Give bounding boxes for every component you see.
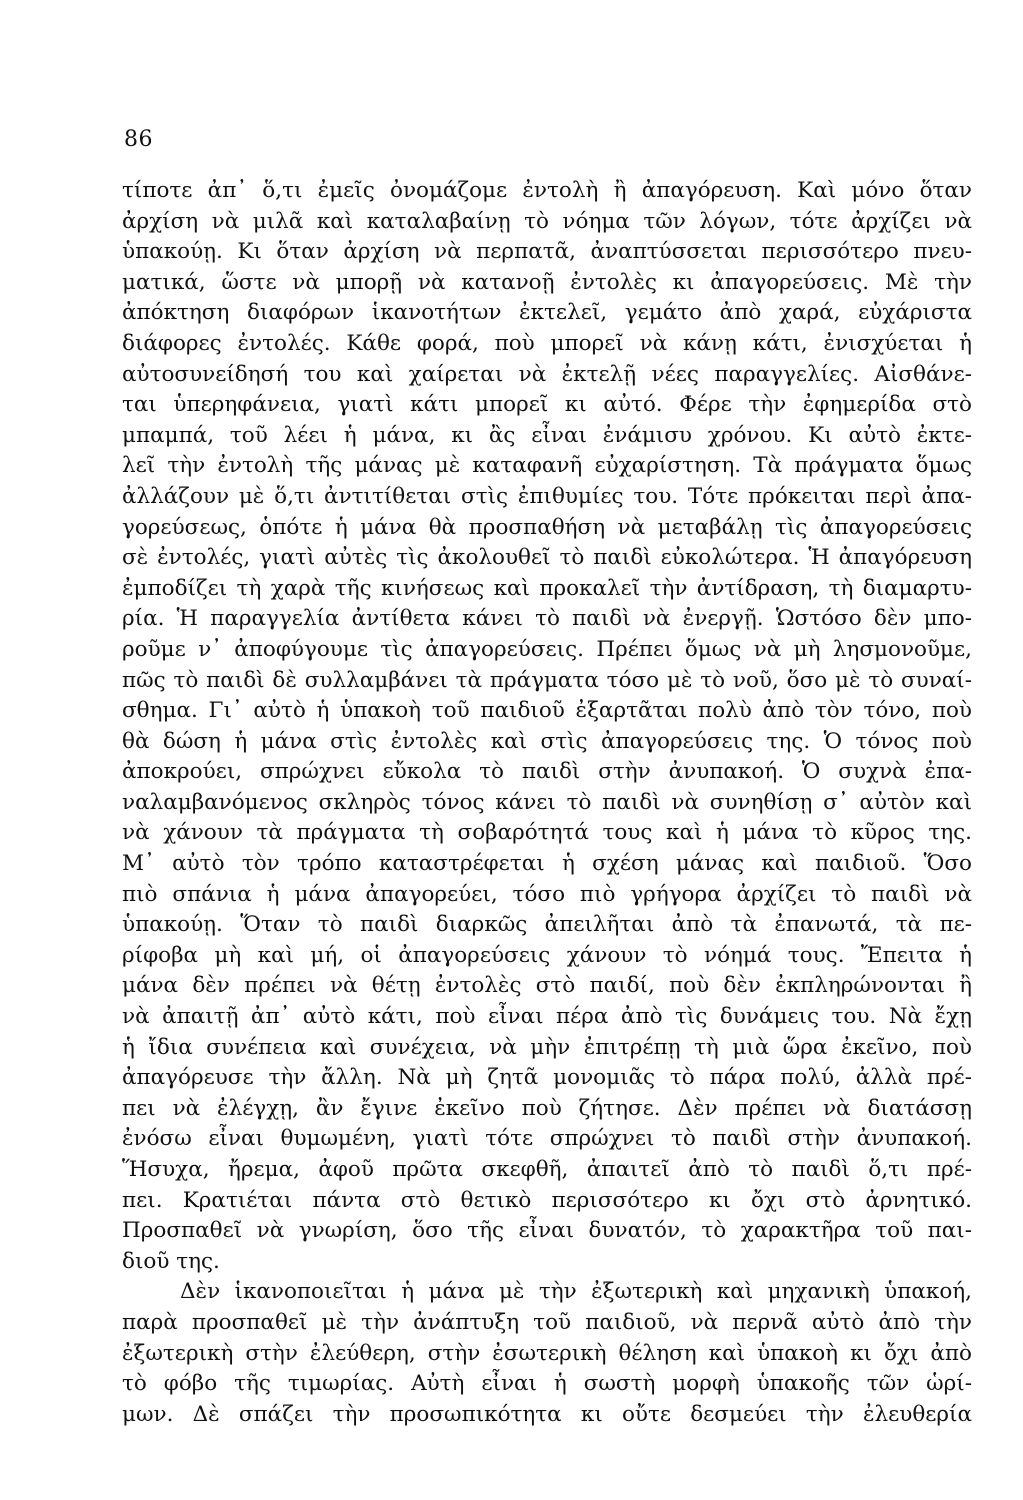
text-line: θὰ δώση ἡ μάνα στὶς ἐντολὲς καὶ στὶς ἀπαγορεύσεις της. Ὁ τόνος ποὺ: [122, 728, 972, 754]
text-line: σὲ ἐντολές, γιατὶ αὐτὲς τὶς ἀκολουθεῖ τὸ παιδὶ εὐκολώτερα. Ἡ ἀπαγόρευση: [122, 545, 972, 571]
text-line: ροῦμε ν᾽ ἀποφύγουμε τὶς ἀπαγορεύσεις. Πρέπει ὅμως νὰ μὴ λησμονοῦμε,: [122, 636, 972, 662]
text-line: νὰ χάνουν τὰ πράγματα τὴ σοβαρότητά τους καὶ ἡ μάνα τὸ κῦρος της.: [122, 820, 972, 846]
text-line: διοῦ της.: [122, 1248, 220, 1274]
text-line: λεῖ τὴν ἐντολὴ τῆς μάνας μὲ καταφανῆ εὐχαρίστηση. Τὰ πράγματα ὅμως: [122, 453, 972, 479]
text-line: ὑπακούῃ. Κι ὅταν ἀρχίση νὰ περπατᾶ, ἀναπτύσσεται περισσότερο πνευ-: [122, 239, 972, 265]
text-line: ἐμποδίζει τὴ χαρὰ τῆς κινήσεως καὶ προκαλεῖ τὴν ἀντίδραση, τὴ διαμαρτυ-: [122, 575, 972, 601]
text-line: Μ᾽ αὐτὸ τὸν τρόπο καταστρέφεται ἡ σχέση μάνας καὶ παιδιοῦ. Ὅσο: [122, 851, 972, 877]
text-line: ἀλλάζουν μὲ ὅ,τι ἀντιτίθεται στὶς ἐπιθυμίες του. Τότε πρόκειται περὶ ἀπα-: [122, 483, 972, 509]
text-line: Ἥσυχα, ἤρεμα, ἀφοῦ πρῶτα σκεφθῆ, ἀπαιτεῖ ἀπὸ τὸ παιδὶ ὅ,τι πρέ-: [122, 1157, 972, 1182]
text-line: πιὸ σπάνια ἡ μάνα ἀπαγορεύει, τόσο πιὸ γρήγορα ἀρχίζει τὸ παιδὶ νὰ: [122, 881, 972, 907]
text-line: σθημα. Γι᾽ αὐτὸ ἡ ὑπακοὴ τοῦ παιδιοῦ ἐξαρτᾶται πολὺ ἀπὸ τὸν τόνο, ποὺ: [122, 698, 972, 724]
text-line: ται ὑπερηφάνεια, γιατὶ κάτι μπορεῖ κι αὐτό. Φέρε τὴν ἐφημερίδα στὸ: [122, 392, 972, 418]
text-line: πῶς τὸ παιδὶ δὲ συλλαμβάνει τὰ πράγματα τόσο μὲ τὸ νοῦ, ὅσο μὲ τὸ συναί-: [122, 667, 972, 693]
text-line: τίποτε ἀπ᾽ ὅ,τι ἐμεῖς ὀνομάζομε ἐντολὴ ἢ ἀπαγόρευση. Καὶ μόνο ὅταν: [122, 178, 972, 203]
text-line: ναλαμβανόμενος σκληρὸς τόνος κάνει τὸ παιδὶ νὰ συνηθίσῃ σ᾽ αὐτὸν καὶ: [122, 789, 972, 815]
text-line: ὑπακούῃ. Ὅταν τὸ παιδὶ διαρκῶς ἀπειλῆται ἀπὸ τὰ ἐπανωτά, τὰ πε-: [122, 912, 972, 938]
text-line: παρὰ προσπαθεῖ μὲ τὴν ἀνάπτυξη τοῦ παιδιοῦ, νὰ περνᾶ αὐτὸ ἀπὸ τὴν: [122, 1309, 972, 1335]
text-line: ρία. Ἡ παραγγελία ἀντίθετα κάνει τὸ παιδὶ νὰ ἐνεργῇ. Ὡστόσο δὲν μπο-: [122, 606, 972, 632]
text-line: πει. Κρατιέται πάντα στὸ θετικὸ περισσότερο κι ὄχι στὸ ἀρνητικό.: [122, 1187, 972, 1213]
text-line: μάνα δὲν πρέπει νὰ θέτῃ ἐντολὲς στὸ παιδί, ποὺ δὲν ἐκπληρώνονται ἢ: [122, 973, 972, 999]
text-line: ἐξωτερικὴ στὴν ἐλεύθερη, στὴν ἐσωτερικὴ θέληση καὶ ὑπακοὴ κι ὄχι ἀπὸ: [122, 1340, 972, 1366]
text-line: ματικά, ὥστε νὰ μπορῇ νὰ κατανοῇ ἐντολὲς κι ἀπαγορεύσεις. Μὲ τὴν: [122, 269, 972, 295]
page-number: 86: [124, 127, 153, 152]
text-line: ἀπόκτηση διαφόρων ἱκανοτήτων ἐκτελεῖ, γεμάτο ἀπὸ χαρά, εὐχάριστα: [122, 300, 972, 326]
text-line: ἀποκρούει, σπρώχνει εὔκολα τὸ παιδὶ στὴν ἀνυπακοή. Ὁ συχνὰ ἐπα-: [122, 759, 972, 785]
text-line: ἀρχίση νὰ μιλᾶ καὶ καταλαβαίνῃ τὸ νόημα τῶν λόγων, τότε ἀρχίζει νὰ: [122, 208, 972, 234]
text-line: μων. Δὲ σπάζει τὴν προσωπικότητα κι οὔτε δεσμεύει τὴν ἐλευθερία: [122, 1401, 972, 1427]
text-line: διάφορες ἐντολές. Κάθε φορά, ποὺ μπορεῖ νὰ κάνῃ κάτι, ἐνισχύεται ἡ: [122, 330, 972, 356]
text-line: γορεύσεως, ὁπότε ἡ μάνα θὰ προσπαθήση νὰ μεταβάλῃ τὶς ἀπαγορεύσεις: [122, 514, 972, 540]
text-line: τὸ φόβο τῆς τιμωρίας. Αὐτὴ εἶναι ἡ σωστὴ μορφὴ ὑπακοῆς τῶν ὡρί-: [122, 1371, 972, 1397]
text-line: μπαμπά, τοῦ λέει ἡ μάνα, κι ἂς εἶναι ἐνάμισυ χρόνου. Κι αὐτὸ ἐκτε-: [122, 422, 972, 448]
text-line: πει νὰ ἐλέγχῃ, ἂν ἔγινε ἐκεῖνο ποὺ ζήτησε. Δὲν πρέπει νὰ διατάσσῃ: [122, 1095, 972, 1121]
text-line: Δὲν ἱκανοποιεῖται ἡ μάνα μὲ τὴν ἐξωτερικὴ καὶ μηχανικὴ ὑπακοή,: [180, 1279, 972, 1305]
text-line: ἀπαγόρευσε τὴν ἄλλη. Νὰ μὴ ζητᾶ μονομιᾶς τὸ πάρα πολύ, ἀλλὰ πρέ-: [122, 1065, 972, 1091]
text-line: νὰ ἀπαιτῇ ἀπ᾽ αὐτὸ κάτι, ποὺ εἶναι πέρα ἀπὸ τὶς δυνάμεις του. Νὰ ἔχῃ: [122, 1004, 972, 1030]
text-line: ἐνόσω εἶναι θυμωμένη, γιατὶ τότε σπρώχνει τὸ παιδὶ στὴν ἀνυπακοή.: [122, 1126, 972, 1152]
text-line: ρίφοβα μὴ καὶ μή, οἱ ἀπαγορεύσεις χάνουν τὸ νόημά τους. Ἔπειτα ἡ: [122, 942, 972, 968]
text-line: Προσπαθεῖ νὰ γνωρίση, ὅσο τῆς εἶναι δυνατόν, τὸ χαρακτῆρα τοῦ παι-: [122, 1218, 972, 1244]
text-line: αὐτοσυνείδησή του καὶ χαίρεται νὰ ἐκτελῇ νέες παραγγελίες. Αἰσθάνε-: [122, 361, 972, 387]
body-text: [122, 176, 972, 1430]
text-line: ἡ ἴδια συνέπεια καὶ συνέχεια, νὰ μὴν ἐπιτρέπῃ τὴ μιὰ ὥρα ἐκεῖνο, ποὺ: [122, 1034, 972, 1060]
